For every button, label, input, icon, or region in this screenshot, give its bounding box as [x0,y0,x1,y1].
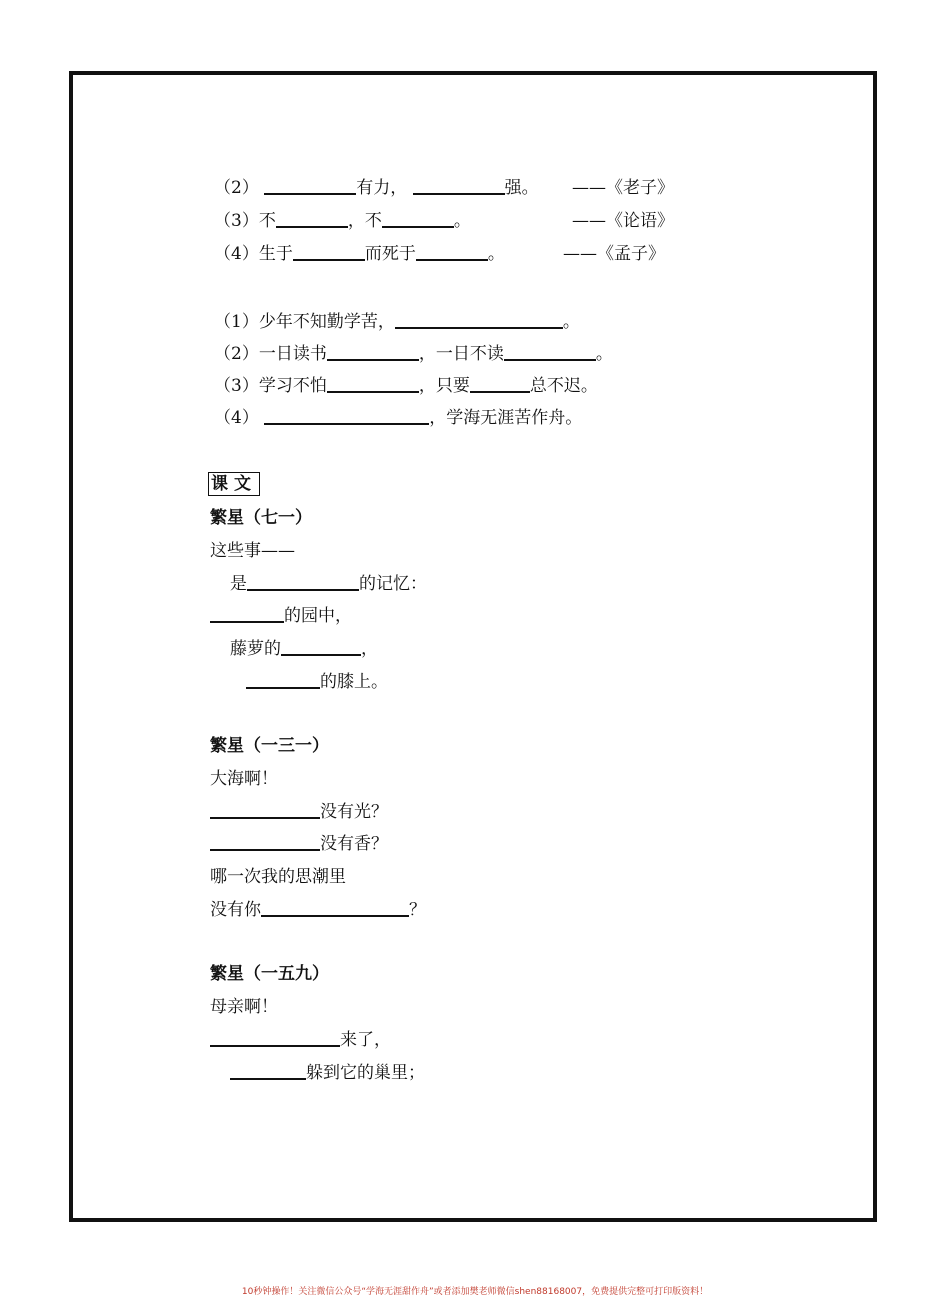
answer-blank[interactable] [327,375,419,393]
poem-line: 没有光？ [210,801,388,823]
answer-blank[interactable] [210,833,320,851]
poem-line: 没有香？ [210,833,388,855]
answer-blank[interactable] [504,343,596,361]
proverb-line-4: （4） ，学海无涯苦作舟。 [214,408,583,428]
quote-line-lunyu: （3）不 ，不 。 [214,211,471,231]
poem-line: 藤萝的 ， [230,639,378,659]
answer-blank[interactable] [281,638,361,656]
proverb-line-3: （3）学习不怕 ，只要 总不迟。 [214,376,598,396]
answer-blank[interactable] [246,671,320,689]
source-laozi: ——《老子》 [572,178,674,198]
poem-title: 繁星（一三一） [210,736,329,756]
footer-notice: 10秒钟操作！关注微信公众号“学海无涯甜作舟”或者添加樊老师微信shen88168007，免费提供完整可打印版资料！ [241,1287,709,1297]
poem-line: 躲到它的巢里； [230,1062,425,1084]
poem-title: 繁星（七一） [210,508,312,528]
answer-blank[interactable] [327,343,419,361]
answer-blank[interactable] [264,407,429,425]
answer-blank[interactable] [413,177,505,195]
answer-blank[interactable] [276,210,348,228]
answer-blank[interactable] [416,243,488,261]
source-mengzi: ——《孟子》 [563,244,665,264]
answer-blank[interactable] [264,177,356,195]
poem-title: 繁星（一五九） [210,964,329,984]
answer-blank[interactable] [210,1029,340,1047]
answer-blank[interactable] [210,605,284,623]
poem-line: 的园中， [210,605,352,627]
answer-blank[interactable] [395,311,563,329]
poem-line: 哪一次我的思潮里 [210,867,346,887]
quote-line-mengzi: （4）生于 而死于 。 [214,244,505,264]
answer-blank[interactable] [261,899,409,917]
answer-blank[interactable] [470,375,530,393]
poem-line: 的膝上。 [246,671,388,693]
answer-blank[interactable] [210,801,320,819]
poem-line: 母亲啊！ [210,997,278,1017]
poem-line: 大海啊！ [210,769,278,789]
proverb-line-1: （1）少年不知勤学苦， 。 [214,312,580,332]
answer-blank[interactable] [230,1062,306,1080]
quote-line-laozi: （2） 有力， 强。 [214,178,539,198]
poem-line: 没有你 ？ [210,900,426,920]
answer-blank[interactable] [293,243,365,261]
section-heading-box: 课文 [208,472,260,496]
source-lunyu: ——《论语》 [572,211,674,231]
poem-line: 这些事—— [210,541,295,561]
proverb-line-2: （2）一日读书 ，一日不读 。 [214,344,613,364]
answer-blank[interactable] [247,573,359,591]
poem-line: 是 的记忆： [230,574,427,594]
poem-line: 来了， [210,1029,391,1051]
answer-blank[interactable] [382,210,454,228]
